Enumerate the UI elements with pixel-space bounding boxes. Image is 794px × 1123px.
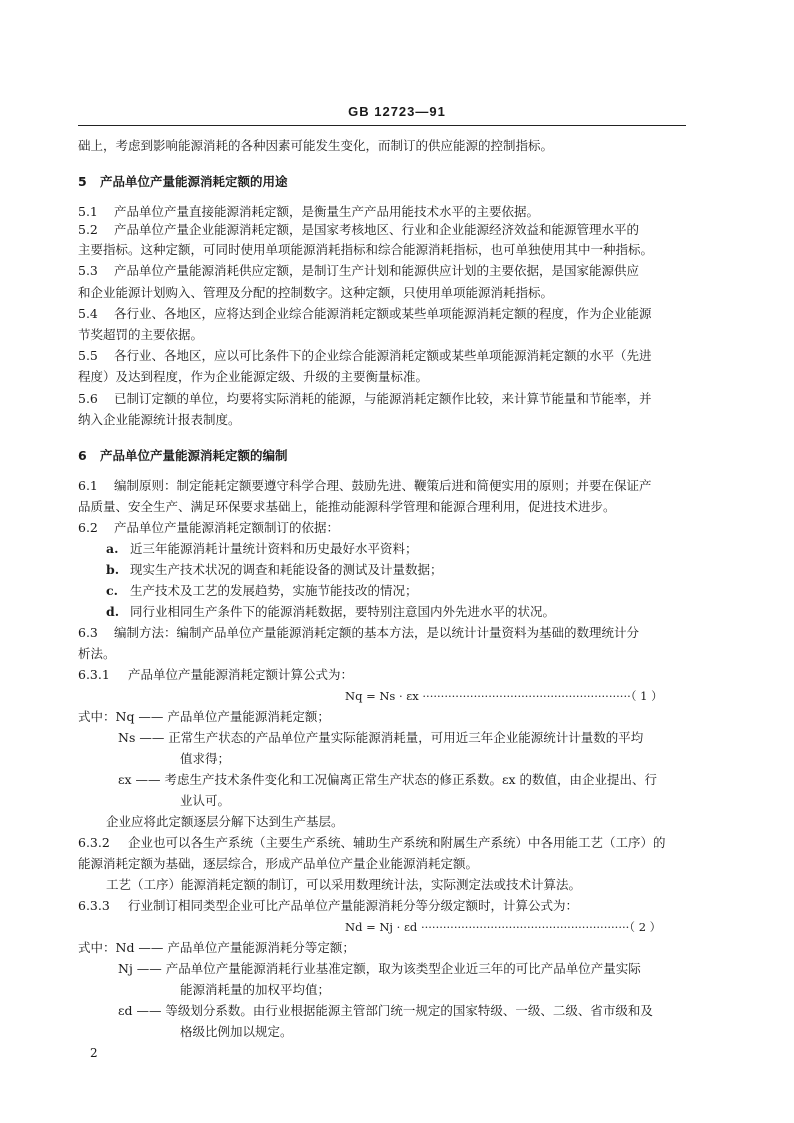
text-line: 工艺（工序）能源消耗定额的制订，可以采用数理统计法，实际测定法或技术计算法。 bbox=[106, 877, 582, 892]
list-letter: b. bbox=[106, 562, 120, 577]
clause-number: 6.3.1 bbox=[78, 667, 110, 682]
clause-number: 6.3.2 bbox=[78, 835, 110, 850]
clause-6-1 bbox=[78, 479, 652, 493]
clause-number: 5.4 bbox=[78, 306, 98, 321]
clause-5-4 bbox=[78, 307, 652, 321]
list-letter: c. bbox=[106, 583, 118, 598]
text-line: 品质量、安全生产、满足环保要求基础上，能推动能源科学管理和能源合理利用，促进技术进步。 bbox=[78, 499, 616, 514]
clause-6-2 bbox=[78, 521, 339, 535]
clause-text: 企业也可以各生产系统（主要生产系统、辅助生产系统和附属生产系统）中各用能工艺（工序）的 bbox=[128, 835, 666, 850]
clause-6-3-3 bbox=[78, 899, 578, 913]
clause-text: 产品单位产量能源消耗定额计算公式为： bbox=[128, 667, 354, 682]
header-rule bbox=[78, 125, 686, 126]
text-line: 础上，考虑到影响能源消耗的各种因素可能发生变化，而制订的供应能源的控制指标。 bbox=[78, 138, 554, 153]
text-line: 析法。 bbox=[78, 646, 116, 661]
clause-number: 5.2 bbox=[78, 222, 98, 237]
text-line: 能源消耗定额为基础，逐层综合，形成产品单位产量企业能源消耗定额。 bbox=[78, 856, 479, 871]
clause-number: 5.5 bbox=[78, 348, 98, 363]
clause-text: 产品单位产量直接能源消耗定额，是衡量生产产品用能技术水平的主要依据。 bbox=[114, 204, 540, 219]
where-label: 式中： bbox=[78, 709, 116, 724]
clause-5-1 bbox=[78, 205, 539, 219]
clause-5-3 bbox=[78, 264, 639, 278]
text-line: 和企业能源计划购入、管理及分配的控制数字。这种定额，只使用单项能源消耗指标。 bbox=[78, 285, 554, 300]
text-line: Ns —— 正常生产状态的产品单位产量实际能源消耗量，可用近三年企业能源统计计量数的平均 bbox=[118, 730, 644, 745]
list-item-c bbox=[106, 584, 418, 598]
section-number: 5 bbox=[78, 174, 87, 189]
clause-text: 各行业、各地区，应将达到企业综合能源消耗定额或某些单项能源消耗定额的程度，作为企业能源 bbox=[114, 306, 652, 321]
list-text: 近三年能源消耗计量统计资料和历史最好水平资料； bbox=[130, 541, 418, 556]
text-line: 能源消耗量的加权平均值； bbox=[180, 982, 331, 997]
where-text: Nq —— 产品单位产量能源消耗定额； bbox=[115, 709, 330, 724]
section-title: 产品单位产量能源消耗定额的编制 bbox=[100, 448, 288, 463]
text-line: εd —— 等级划分系数。由行业根据能源主管部门统一规定的国家特级、一级、二级、省市级和及 bbox=[118, 1003, 653, 1018]
page-number: 2 bbox=[90, 1046, 98, 1060]
list-letter: a. bbox=[106, 541, 119, 556]
clause-number: 6.3.3 bbox=[78, 898, 110, 913]
list-text: 生产技术及工艺的发展趋势，实施节能技改的情况； bbox=[130, 583, 418, 598]
clause-5-5 bbox=[78, 349, 652, 363]
section-5-heading bbox=[78, 172, 288, 190]
clause-number: 5.3 bbox=[78, 263, 98, 278]
text-line: 节奖超罚的主要依据。 bbox=[78, 327, 204, 342]
clause-number: 6.3 bbox=[78, 625, 98, 640]
clause-number: 6.2 bbox=[78, 520, 98, 535]
clause-text: 产品单位产量能源消耗供应定额，是制订生产计划和能源供应计划的主要依据，是国家能源供应 bbox=[114, 263, 640, 278]
clause-text: 产品单位产量能源消耗定额制订的依据： bbox=[114, 520, 340, 535]
where-text: Nd —— 产品单位产量能源消耗分等定额； bbox=[115, 940, 355, 955]
text-line: εx —— 考虑生产技术条件变化和工况偏离正常生产状态的修正系数。εx 的数值，由企业提出、行 bbox=[118, 772, 657, 787]
clause-text: 已制订定额的单位，均要将实际消耗的能源，与能源消耗定额作比较，来计算节能量和节能率，并 bbox=[114, 391, 652, 406]
list-item-d bbox=[106, 605, 555, 619]
where-label: 式中： bbox=[78, 940, 116, 955]
clause-text: 产品单位产量企业能源消耗定额，是国家考核地区、行业和企业能源经济效益和能源管理水平的 bbox=[114, 222, 640, 237]
clause-text: 编制方法：编制产品单位产量能源消耗定额的基本方法，是以统计计量资料为基础的数理统计分 bbox=[114, 625, 640, 640]
clause-number: 6.1 bbox=[78, 478, 98, 493]
clause-text: 各行业、各地区，应以可比条件下的企业综合能源消耗定额或某些单项能源消耗定额的水平（先进 bbox=[114, 348, 652, 363]
text-line: 格级比例加以规定。 bbox=[180, 1024, 293, 1039]
text-line: 程度）及达到程度，作为企业能源定级、升级的主要衡量标准。 bbox=[78, 369, 429, 384]
clause-text: 编制原则：制定能耗定额要遵守科学合理、鼓励先进、鞭策后进和简便实用的原则；并要在保证产 bbox=[114, 478, 652, 493]
where-2 bbox=[78, 941, 355, 955]
where-1 bbox=[78, 710, 330, 724]
list-text: 同行业相同生产条件下的能源消耗数据，要特别注意国内外先进水平的状况。 bbox=[130, 604, 556, 619]
text-line: 值求得； bbox=[180, 751, 231, 766]
text-line: 主要指标。这种定额，可同时使用单项能源消耗指标和综合能源消耗指标，也可单独使用其中一种指标。 bbox=[78, 242, 654, 257]
section-title: 产品单位产量能源消耗定额的用途 bbox=[100, 174, 288, 189]
clause-text: 行业制订相同类型企业可比产品单位产量能源消耗分等分级定额时，计算公式为： bbox=[128, 898, 579, 913]
text-line: 纳入企业能源统计报表制度。 bbox=[78, 412, 241, 427]
clause-6-3 bbox=[78, 626, 639, 640]
clause-number: 5.6 bbox=[78, 391, 98, 406]
list-letter: d. bbox=[106, 604, 120, 619]
standard-number-header: GB 12723—91 bbox=[348, 104, 446, 119]
list-text: 现实生产技术状况的调查和耗能设备的测试及计量数据； bbox=[130, 562, 443, 577]
formula-1: Nq = Ns · εx ·························································（ 1 ） bbox=[345, 689, 663, 703]
text-line: 企业应将此定额逐层分解下达到生产基层。 bbox=[106, 814, 344, 829]
text-line: 业认可。 bbox=[180, 793, 231, 808]
text-line: Nj —— 产品单位产量能源消耗行业基准定额，取为该类型企业近三年的可比产品单位产量实际 bbox=[118, 961, 641, 976]
list-item-b bbox=[106, 563, 443, 577]
clause-6-3-2 bbox=[78, 836, 666, 850]
section-6-heading bbox=[78, 446, 288, 464]
clause-5-6 bbox=[78, 392, 652, 406]
clause-5-2 bbox=[78, 223, 639, 237]
section-number: 6 bbox=[78, 448, 87, 463]
list-item-a bbox=[106, 542, 418, 556]
clause-number: 5.1 bbox=[78, 204, 98, 219]
clause-6-3-1 bbox=[78, 668, 353, 682]
formula-2: Nd = Nj · εd ·························································（ 2 ） bbox=[345, 920, 662, 934]
